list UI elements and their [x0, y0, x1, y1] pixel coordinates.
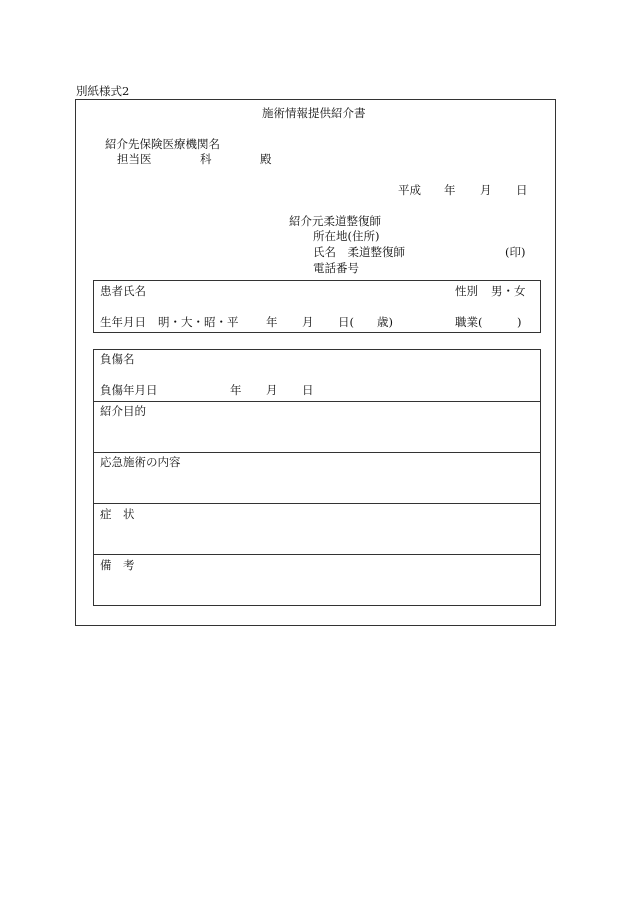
- sender-phone-label: 電話番号: [313, 261, 359, 275]
- patient-sex-label: 性別: [455, 284, 478, 298]
- patient-sex-options: 男・女: [491, 284, 526, 298]
- injury-date-label: 負傷年月日: [100, 383, 158, 397]
- recipient-department-label: 科: [200, 152, 212, 166]
- details-box: [93, 349, 541, 606]
- injury-date-day: 日: [302, 383, 314, 397]
- divider: [93, 401, 541, 402]
- sender-seal: (印): [505, 245, 526, 259]
- sender-heading: 紹介元柔道整復師: [289, 214, 381, 228]
- injury-name-label: 負傷名: [100, 352, 135, 366]
- patient-name-label: 患者氏名: [100, 284, 146, 298]
- form-label: 別紙様式2: [76, 84, 130, 98]
- patient-birth-year: 年: [266, 315, 278, 329]
- date-year: 年: [444, 183, 456, 197]
- section-remarks-label: 備 考: [100, 558, 135, 572]
- date-era: 平成: [398, 183, 421, 197]
- sender-address-label: 所在地(住所): [313, 229, 380, 243]
- section-purpose-label: 紹介目的: [100, 404, 146, 418]
- page-title: 施術情報提供紹介書: [262, 106, 366, 120]
- recipient-honorific: 殿: [260, 152, 272, 166]
- patient-birth-day-age: 日( 歳): [338, 315, 393, 329]
- patient-occupation: 職業( ): [455, 315, 522, 329]
- section-symptoms-label: 症 状: [100, 507, 135, 521]
- divider: [93, 503, 541, 504]
- divider: [93, 554, 541, 555]
- recipient-doctor-label: 担当医: [117, 152, 152, 166]
- section-first-aid-label: 応急施術の内容: [100, 455, 181, 469]
- injury-date-year: 年: [230, 383, 242, 397]
- patient-birth-eras: 明・大・昭・平: [158, 315, 239, 329]
- date-day: 日: [516, 183, 528, 197]
- patient-birth-month: 月: [302, 315, 314, 329]
- date-month: 月: [480, 183, 492, 197]
- injury-date-month: 月: [266, 383, 278, 397]
- recipient-institution-label: 紹介先保険医療機関名: [105, 137, 220, 151]
- patient-birth-label: 生年月日: [100, 315, 146, 329]
- sender-name-label: 氏名 柔道整復師: [313, 245, 405, 259]
- divider: [93, 452, 541, 453]
